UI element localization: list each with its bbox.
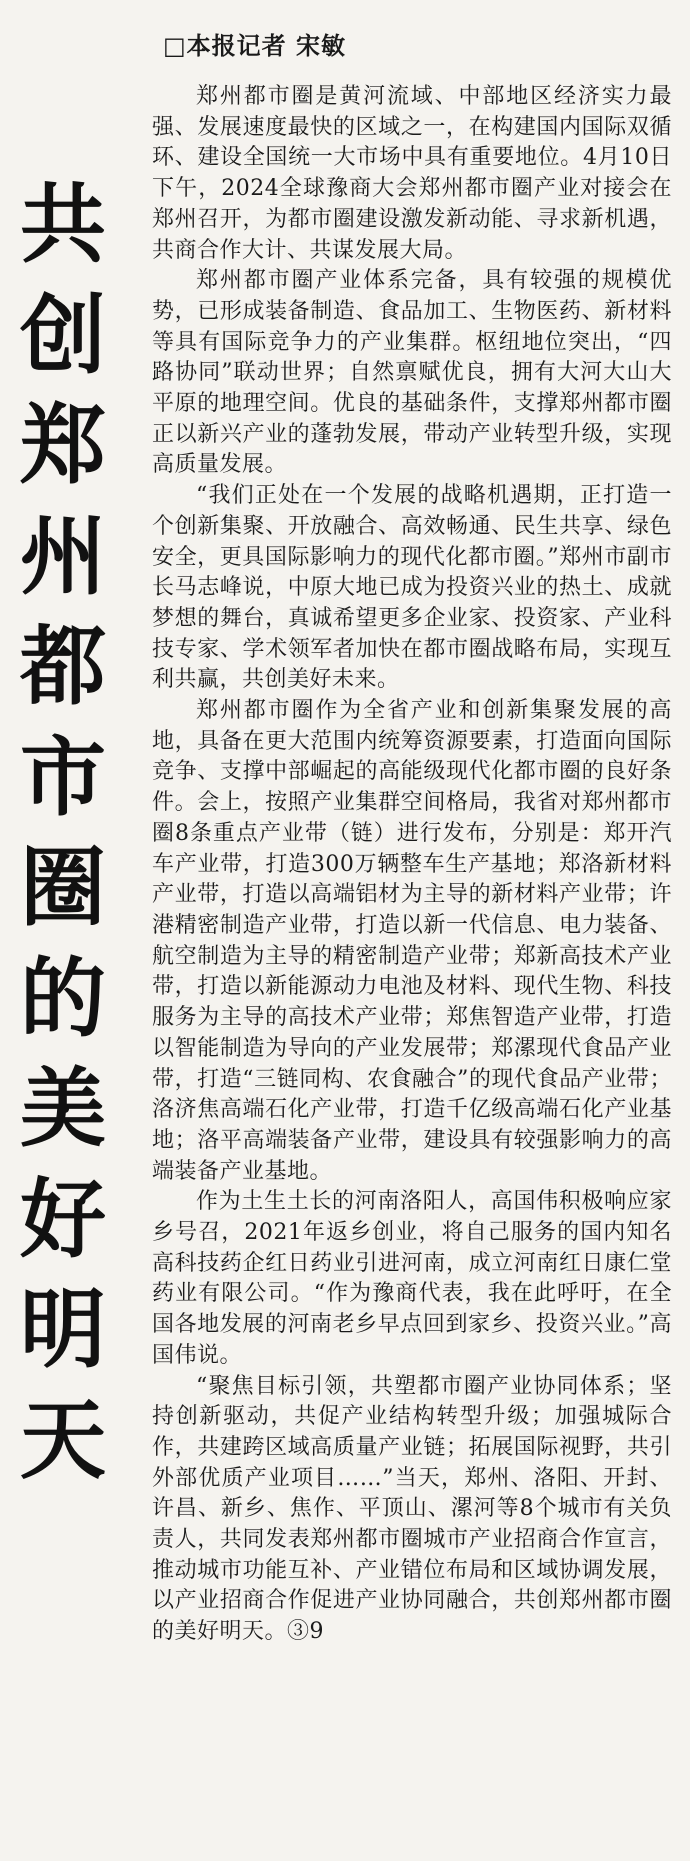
article-paragraph: 郑州都市圈产业体系完备，具有较强的规模优势，已形成装备制造、食品加工、生物医药、新材料等具有国际竞争力的产业集群。枢纽地位突出，“四路协同”联动世界；自然禀赋优良，拥有大河大山大平原的地理空间。优良的基础条件，支撑郑州都市圈正以新兴产业的蓬勃发展，带动产业转型升级，实现高质量发展。 <box>152 268 672 478</box>
article-paragraph: “聚焦目标引领，共塑都市圈产业协同体系；坚持创新驱动，共促产业结构转型升级；加强城际合作，共建跨区域高质量产业链；拓展国际视野，共引外部优质产业项目……”当天，郑州、洛阳、开封、许昌、新乡、焦作、平顶山、漯河等8个城市有关负责人，共同发表郑州都市圈城市产业招商合作宣言，推动城市功能互补、产业错位布局和区域协调发展，以产业招商合作促进产业协同融合，共创郑州都市圈的美好明天。③9 <box>152 1373 672 1645</box>
headline: 共创郑州都市圈的美好明天 <box>20 174 106 1491</box>
article-paragraph: 郑州都市圈是黄河流域、中部地区经济实力最强、发展速度最快的区域之一，在构建国内国际双循环、建设全国统一大市场中具有重要地位。4月10日下午，2024全球豫商大会郑州都市圈产业对接会在郑州召开，为都市圈建设激发新动能、寻求新机遇，共商合作大计、共谋发展大局。 <box>152 84 672 263</box>
byline: □本报记者 宋敏 <box>163 31 347 60</box>
article-paragraph: 作为土生土长的河南洛阳人，高国伟积极响应家乡号召，2021年返乡创业，将自己服务的国内知名高科技药企红日药业引进河南，成立河南红日康仁堂药业有限公司。“作为豫商代表，我在此呼吁，在全国各地发展的河南老乡早点回到家乡、投资兴业。”高国伟说。 <box>152 1189 672 1368</box>
article-paragraph: 郑州都市圈作为全省产业和创新集聚发展的高地，具备在更大范围内统筹资源要素，打造面向国际竞争、支撑中部崛起的高能级现代化都市圈的良好条件。会上，按照产业集群空间格局，我省对郑州都市圈8条重点产业带（链）进行发布，分别是：郑开汽车产业带，打造300万辆整车生产基地；郑洛新材料产业带，打造以高端铝材为主导的新材料产业带；许港精密制造产业带，打造以新一代信息、电力装备、航空制造为主导的精密制造产业带；郑新高技术产业带，打造以新能源动力电池及材料、现代生物、科技服务为主导的高技术产业带；郑焦智造产业带，打造以智能制造为导向的产业发展带；郑漯现代食品产业带，打造“三链同构、农食融合”的现代食品产业带；洛济焦高端石化产业带，打造千亿级高端石化产业基地；洛平高端装备产业带，建设具有较强影响力的高端装备产业基地。 <box>152 698 672 1184</box>
article-paragraph: “我们正处在一个发展的战略机遇期，正打造一个创新集聚、开放融合、高效畅通、民生共享、绿色安全，更具国际影响力的现代化都市圈。”郑州市副市长马志峰说，中原大地已成为投资兴业的热土、成就梦想的舞台，真诚希望更多企业家、投资家、产业科技专家、学术领军者加快在都市圈战略布局，实现互利共赢，共创美好未来。 <box>152 483 672 693</box>
article-body <box>152 82 672 1648</box>
